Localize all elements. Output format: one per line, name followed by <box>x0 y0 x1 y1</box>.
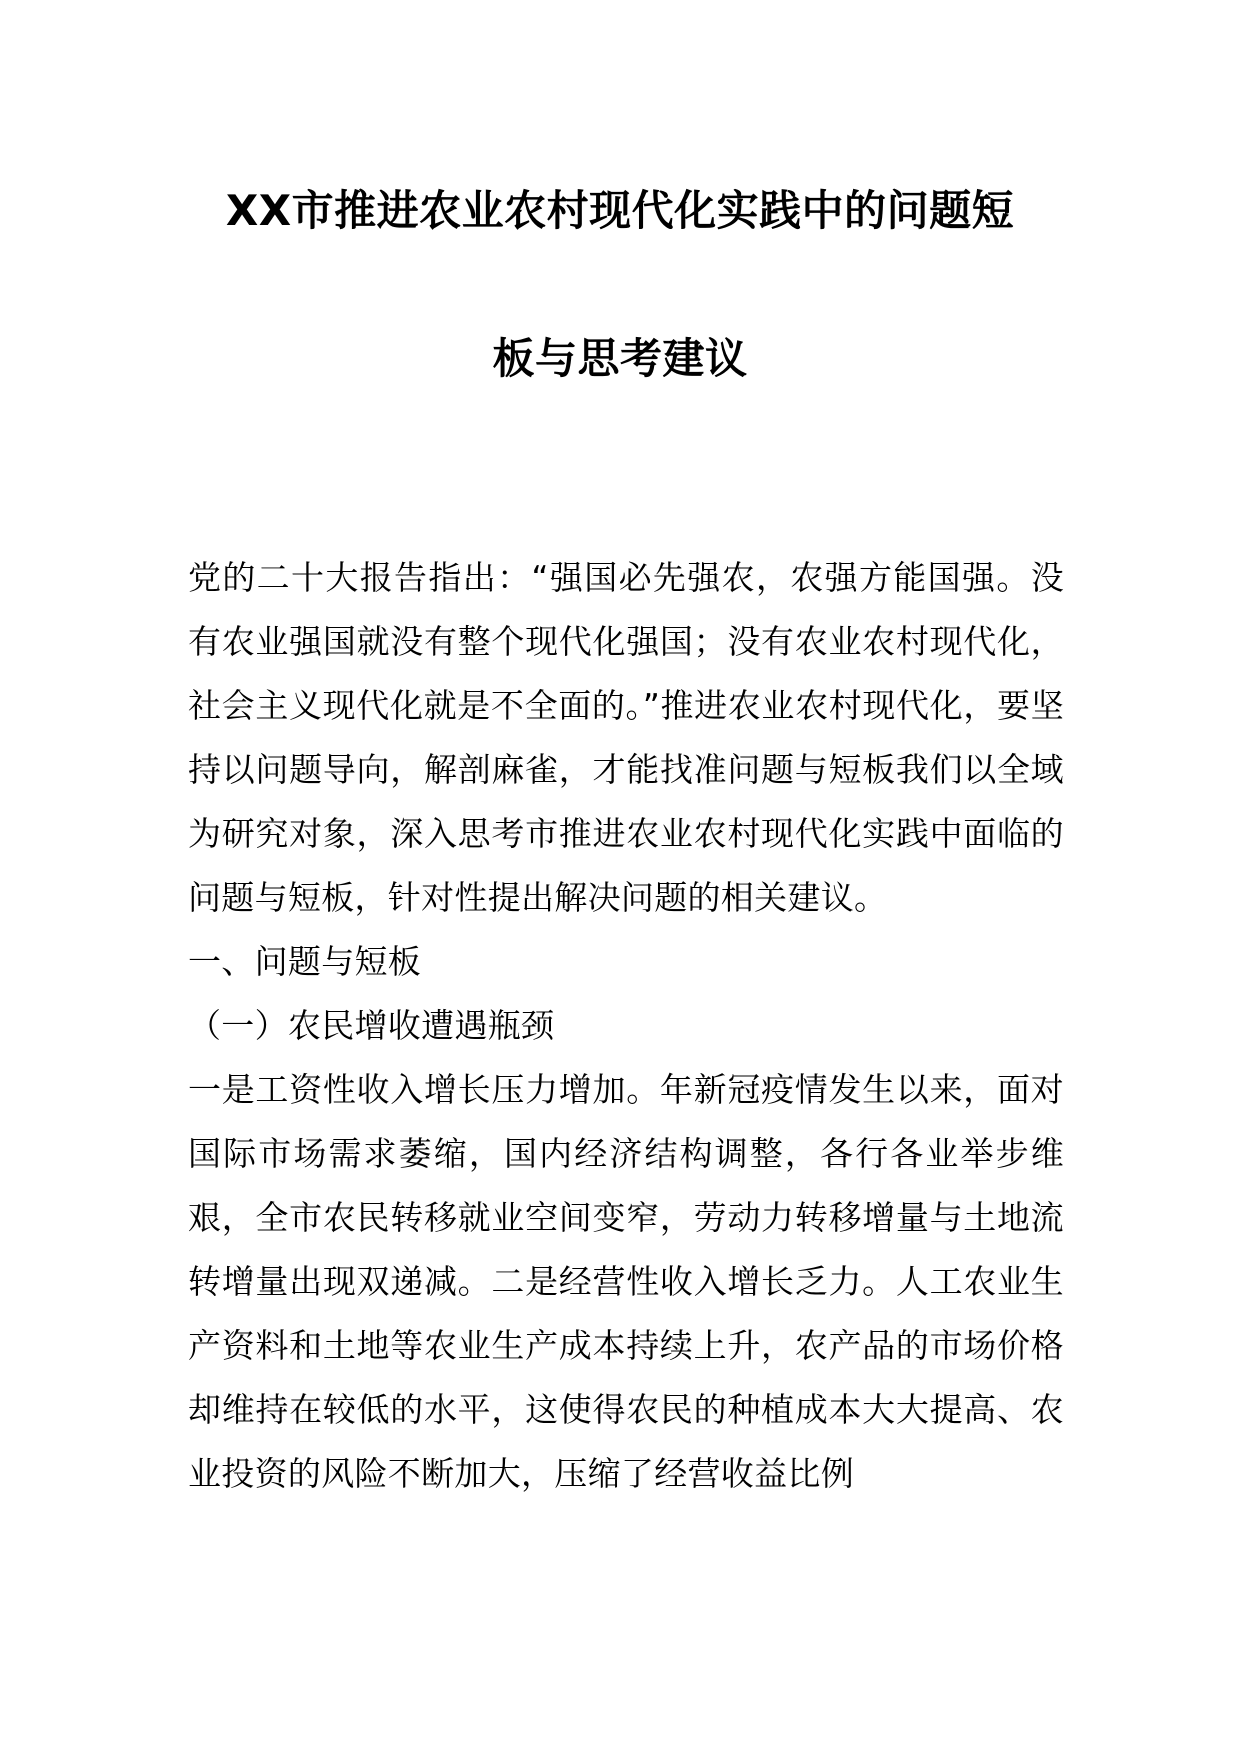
title-line-1: XX市推进农业农村现代化实践中的问题短 <box>225 186 1015 235</box>
section-heading: 一、问题与短板 <box>188 942 422 981</box>
subsection-heading: （一）农民增收遭遇瓶颈 <box>188 1006 555 1045</box>
title-line-2: 板与思考建议 <box>492 334 748 383</box>
intro-paragraph: 党的二十大报告指出：“强国必先强农，农强方能国强。没有农业强国就没有整个现代化强国；没有农业农村现代化，社会主义现代化就是不全面的。”推进农业农村现代化，要坚持以问题导向，解剖麻雀，才能找准问题与短板我们以全域为研究对象，深入思考市推进农业农村现代化实践中面临的问题与短板，针对性提出解决问题的相关建议。 <box>188 558 1064 917</box>
document-title <box>0 186 1240 383</box>
document-body <box>188 546 1064 1506</box>
body-paragraph: 一是工资性收入增长压力增加。年新冠疫情发生以来，面对国际市场需求萎缩，国内经济结构调整，各行各业举步维艰，全市农民转移就业空间变窄，劳动力转移增量与土地流转增量出现双递减。二是经营性收入增长乏力。人工农业生产资料和土地等农业生产成本持续上升，农产品的市场价格却维持在较低的水平，这使得农民的种植成本大大提高、农业投资的风险不断加大，压缩了经营收益比例 <box>188 1070 1064 1493</box>
